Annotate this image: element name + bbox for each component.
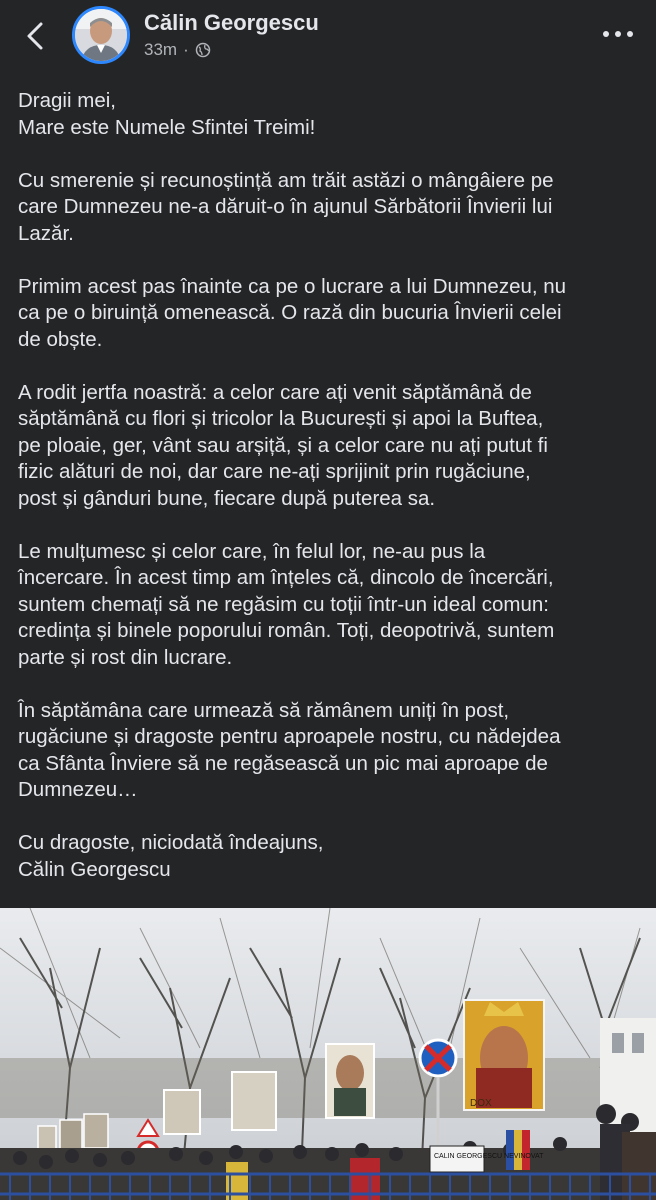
icon-text: DOX xyxy=(470,1098,492,1109)
avatar[interactable] xyxy=(72,6,130,64)
post-paragraph: În săptămâna care urmează să rămânem uniți în post, rugăciune și dragoste pentru aproapele nostru, cu nădejdea ca Sfânta Înviere să ne regăsească un pic mai aproape de Dumnezeu… xyxy=(18,698,561,801)
more-horizontal-icon[interactable] xyxy=(598,24,638,44)
post-paragraph: Cu dragoste, niciodată îndeajuns, Călin Georgescu xyxy=(18,831,324,881)
post-paragraph: Le mulțumesc și celor care, în felul lor, ne-au pus la încercare. În acest timp am înțeles că, dincolo de încercări, suntem chemați să ne regăsim cu toții într-un ideal comun: credința și binele poporului român. Toți, deopotrivă, suntem parte și rost din lucrare. xyxy=(18,539,555,669)
post-time[interactable]: 33m xyxy=(144,40,178,59)
protest-photo xyxy=(0,908,656,1200)
post-paragraph: Dragii mei, Mare este Numele Sfintei Treimi! xyxy=(18,89,316,139)
avatar-image xyxy=(75,9,127,61)
protest-sign: CALIN GEORGESCU NEVINOVAT xyxy=(434,1153,544,1160)
globe-icon xyxy=(195,42,211,58)
post-meta xyxy=(144,40,211,60)
post-paragraph: Primim acest pas înainte ca pe o lucrare a lui Dumnezeu, nu ca pe o biruință omenească. O rază din bucuria Învierii celei de obște. xyxy=(18,274,567,351)
post-paragraph: Cu smerenie și recunoștință am trăit astăzi o mângâiere pe care Dumnezeu ne-a dăruit-o în ajunul Sărbătorii Învierii lui Lazăr. xyxy=(18,168,554,245)
post-paragraph: A rodit jertfa noastră: a celor care ați venit săptămână de săptămână cu flori și tricolor la București și apoi la Buftea, pe ploaie, ger, vânt sau arșiță, și a celor care nu ați putut fi fizic alături de noi, dar care ne-ați sprijinit prin rugăciune, post și gânduri bune, fiecare după puterea sa. xyxy=(18,380,548,510)
post-photo[interactable] xyxy=(0,908,656,1200)
post-header xyxy=(0,0,656,80)
post-text xyxy=(18,88,643,910)
meta-separator: · xyxy=(183,40,189,59)
author-name[interactable]: Călin Georgescu xyxy=(144,10,319,35)
chevron-left-icon[interactable] xyxy=(18,18,54,54)
